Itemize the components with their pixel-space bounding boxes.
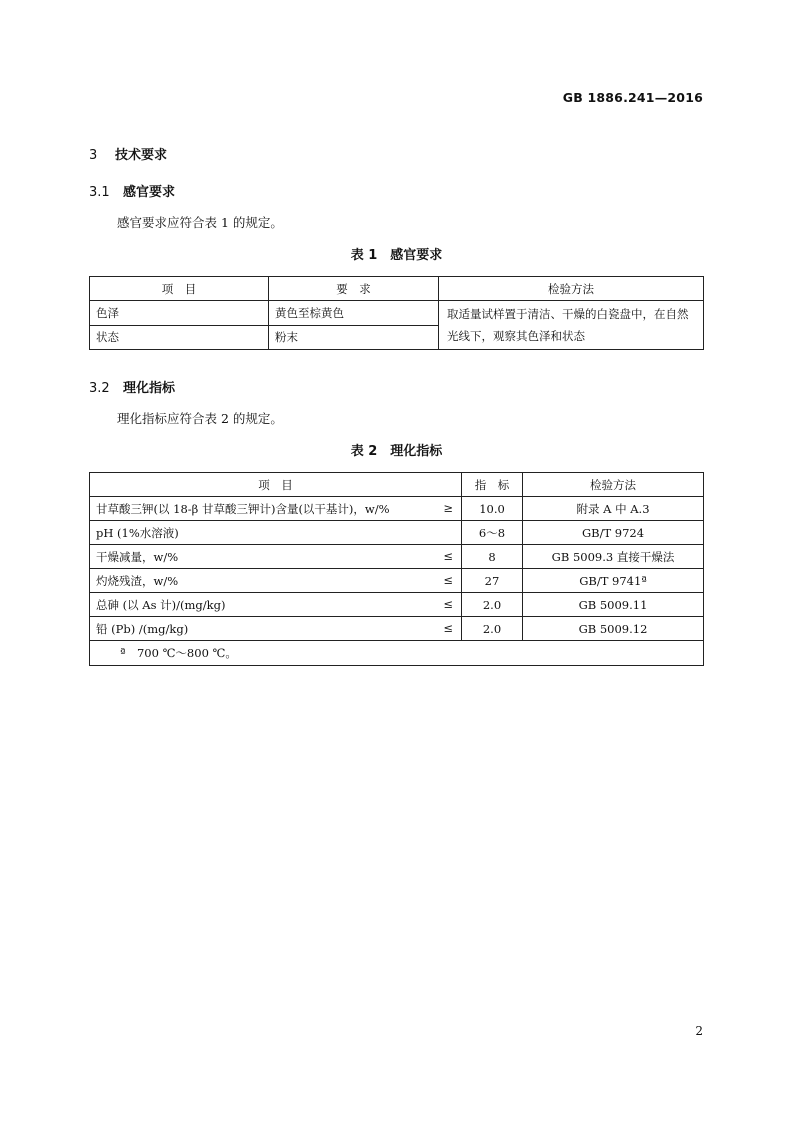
value-cell: 10.0 <box>462 497 523 521</box>
method-cell: 取适量试样置于清洁、干燥的白瓷盘中，在自然光线下，观察其色泽和状态 <box>439 301 704 350</box>
requirement-cell: 黄色至棕黄色 <box>269 301 439 326</box>
method-cell: 附录 A 中 A.3 <box>523 497 704 521</box>
value-cell: 27 <box>462 569 523 593</box>
table-row <box>90 569 704 593</box>
comparator: ≤ <box>443 620 453 635</box>
item-cell <box>90 497 462 521</box>
table-1-caption: 表 1 感官要求 <box>350 248 443 263</box>
item-cell <box>90 569 462 593</box>
table-row <box>90 521 704 545</box>
comparator: ≤ <box>443 548 453 563</box>
table-row <box>90 617 704 641</box>
table-footnote: ª 700 ℃～800 ℃。 <box>90 641 704 666</box>
section-3-1-text: 感官要求应符合表 1 的规定。 <box>117 215 283 230</box>
table-header-row <box>90 277 704 301</box>
comparator: ≥ <box>443 500 453 515</box>
col-header-method: 检验方法 <box>523 473 704 497</box>
col-header-item: 项 目 <box>90 277 269 301</box>
section-3-1-heading <box>89 181 175 200</box>
method-cell: GB/T 9724 <box>523 521 704 545</box>
section-number: 3.1 <box>89 185 110 200</box>
table-2 <box>89 472 704 666</box>
item-label: 灼烧残渣，w/% <box>96 573 179 588</box>
method-cell: GB 5009.11 <box>523 593 704 617</box>
table-row <box>90 497 704 521</box>
item-label: 总砷 (以 As 计)/(mg/kg) <box>96 597 226 612</box>
col-header-item: 项 目 <box>90 473 462 497</box>
value-cell: 2.0 <box>462 593 523 617</box>
method-cell: GB/T 9741ª <box>523 569 704 593</box>
page-number: 2 <box>695 1024 703 1038</box>
item-label: 铅 (Pb) /(mg/kg) <box>96 621 189 636</box>
item-cell: 状态 <box>90 325 269 350</box>
table-header-row <box>90 473 704 497</box>
standard-number: GB 1886.241—2016 <box>562 90 703 105</box>
section-number: 3 <box>89 148 98 163</box>
method-cell: GB 5009.3 直接干燥法 <box>523 545 704 569</box>
requirement-cell: 粉末 <box>269 325 439 350</box>
item-cell <box>90 545 462 569</box>
table-footnote-row <box>90 641 704 666</box>
section-title: 感官要求 <box>123 185 176 200</box>
method-cell: GB 5009.12 <box>523 617 704 641</box>
table-1 <box>89 276 704 350</box>
item-cell: 色泽 <box>90 301 269 326</box>
item-label: pH (1%水溶液) <box>96 525 179 540</box>
value-cell: 2.0 <box>462 617 523 641</box>
value-cell: 8 <box>462 545 523 569</box>
section-title: 理化指标 <box>123 381 176 396</box>
section-number: 3.2 <box>89 381 110 396</box>
comparator: ≤ <box>443 572 453 587</box>
section-title: 技术要求 <box>115 148 168 163</box>
item-cell <box>90 593 462 617</box>
section-3-2-text: 理化指标应符合表 2 的规定。 <box>117 411 283 426</box>
table-row <box>90 593 704 617</box>
item-label: 干燥减量，w/% <box>96 549 179 564</box>
item-cell <box>90 521 462 545</box>
table-row <box>90 301 704 326</box>
section-3-2-heading <box>89 377 175 396</box>
table-row <box>90 545 704 569</box>
value-cell: 6～8 <box>462 521 523 545</box>
table-2-caption: 表 2 理化指标 <box>350 444 443 459</box>
comparator: ≤ <box>443 596 453 611</box>
col-header-method: 检验方法 <box>439 277 704 301</box>
item-label: 甘草酸三钾(以 18-β 甘草酸三钾计)含量(以干基计)，w/% <box>96 501 390 516</box>
item-cell <box>90 617 462 641</box>
col-header-index: 指 标 <box>462 473 523 497</box>
section-3-heading <box>89 144 167 163</box>
col-header-requirement: 要 求 <box>269 277 439 301</box>
